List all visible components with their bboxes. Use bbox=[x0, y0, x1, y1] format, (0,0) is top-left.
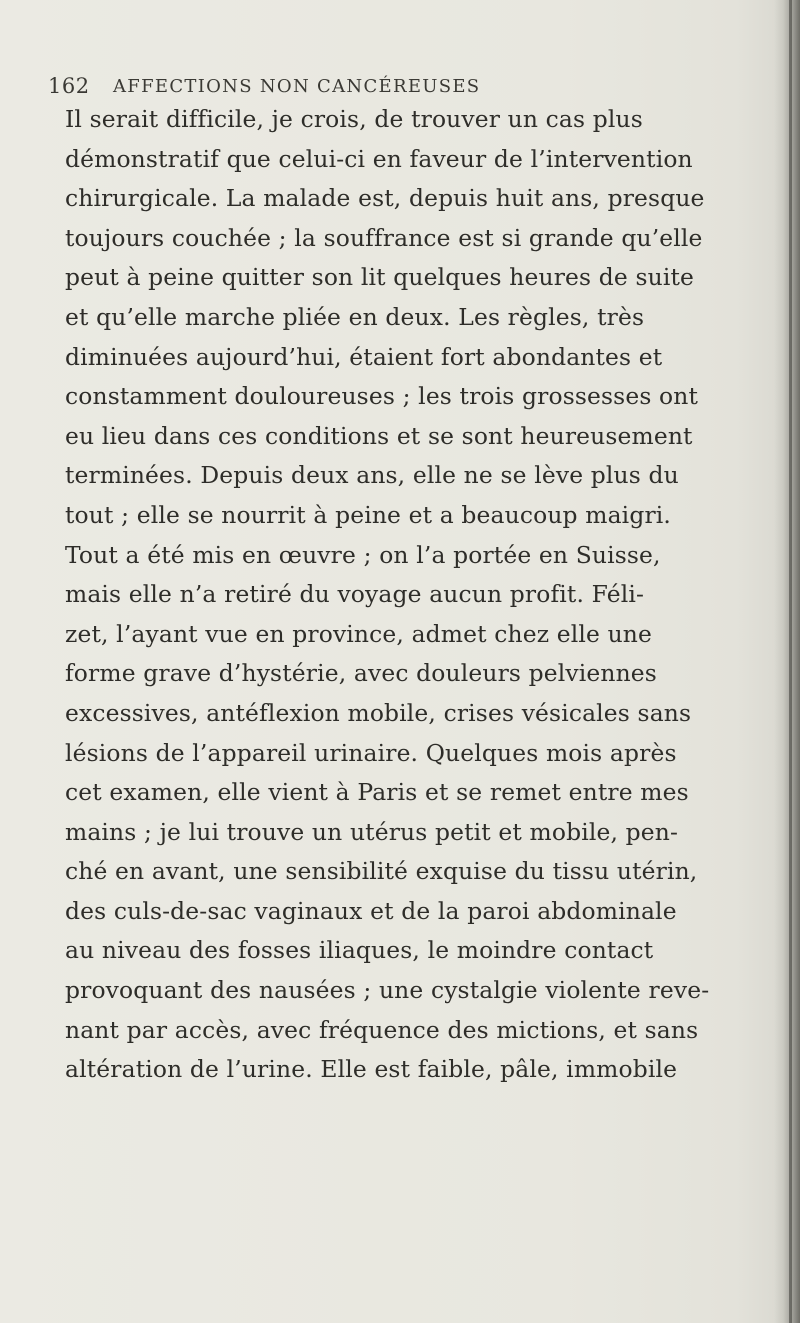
text-line: et qu’elle marche pliée en deux. Les règles, très bbox=[65, 302, 645, 331]
text-line: tout ; elle se nourrit à peine et a beaucoup maigri. bbox=[65, 500, 671, 529]
text-line: forme grave d’hystérie, avec douleurs pelviennes bbox=[65, 659, 657, 688]
text-line: eu lieu dans ces conditions et se sont heureusement bbox=[65, 421, 693, 450]
text-line: zet, l’ayant vue en province, admet chez elle une bbox=[65, 619, 653, 648]
text-line: démonstratif que celui-ci en faveur de l’intervention bbox=[65, 144, 693, 173]
text-line: diminuées aujourd’hui, étaient fort abondantes et bbox=[65, 342, 663, 371]
text-line: nant par accès, avec fréquence des mictions, et sans bbox=[65, 1015, 699, 1044]
text-line: Tout a été mis en œuvre ; on l’a portée en Suisse, bbox=[65, 540, 661, 569]
body-text bbox=[65, 100, 765, 1090]
page-number: 162 bbox=[48, 74, 90, 98]
text-line: excessives, antéflexion mobile, crises vésicales sans bbox=[65, 698, 692, 727]
text-line: ché en avant, une sensibilité exquise du tissu utérin, bbox=[65, 857, 698, 886]
page-edge-shadow bbox=[774, 0, 800, 1323]
text-line: au niveau des fosses iliaques, le moindre contact bbox=[65, 936, 654, 965]
text-line: provoquant des nausées ; une cystalgie violente reve- bbox=[65, 976, 710, 1005]
text-line: Il serait difficile, je crois, de trouver un cas plus bbox=[65, 105, 643, 133]
text-line: toujours couchée ; la souffrance est si grande qu’elle bbox=[65, 223, 703, 252]
text-line: peut à peine quitter son lit quelques heures de suite bbox=[65, 263, 695, 292]
page-edge-line bbox=[789, 0, 792, 1323]
text-line: chirurgicale. La malade est, depuis huit ans, presque bbox=[65, 184, 705, 213]
text-line: terminées. Depuis deux ans, elle ne se lève plus du bbox=[65, 461, 679, 490]
text-line: lésions de l’appareil urinaire. Quelques mois après bbox=[65, 738, 677, 767]
text-line: des culs-de-sac vaginaux et de la paroi abdominale bbox=[65, 896, 677, 925]
text-line: mais elle n’a retiré du voyage aucun profit. Féli- bbox=[65, 580, 645, 609]
text-line: altération de l’urine. Elle est faible, pâle, immobile bbox=[65, 1055, 678, 1084]
running-title: AFFECTIONS NON CANCÉREUSES bbox=[113, 76, 481, 97]
text-line: mains ; je lui trouve un utérus petit et mobile, pen- bbox=[65, 817, 679, 846]
text-line: constamment douloureuses ; les trois grossesses ont bbox=[65, 382, 699, 411]
text-line: cet examen, elle vient à Paris et se remet entre mes bbox=[65, 778, 689, 807]
